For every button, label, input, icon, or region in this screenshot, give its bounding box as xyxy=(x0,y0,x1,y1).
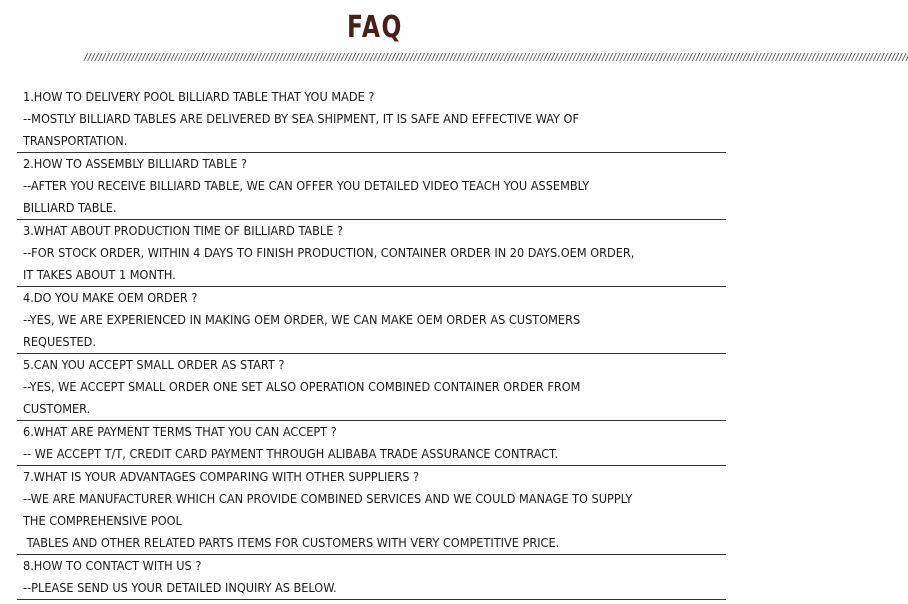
faq-answer-line: --MOSTLY BILLIARD TABLES ARE DELIVERED BY SEA SHIPMENT, IT IS SAFE AND EFFECTIVE WAY OF xyxy=(23,111,579,126)
faq-question: 4.DO YOU MAKE OEM ORDER ? xyxy=(23,290,198,305)
faq-question: 6.WHAT ARE PAYMENT TERMS THAT YOU CAN ACCEPT ? xyxy=(23,424,337,439)
faq-answer-line: -- WE ACCEPT T/T, CREDIT CARD PAYMENT THROUGH ALIBABA TRADE ASSURANCE CONTRACT. xyxy=(23,446,559,461)
faq-item xyxy=(17,354,726,421)
faq-list xyxy=(17,86,726,600)
faq-item xyxy=(17,421,726,466)
faq-item xyxy=(17,86,726,153)
faq-question: 5.CAN YOU ACCEPT SMALL ORDER AS START ? xyxy=(23,357,285,372)
faq-answer-line: --YES, WE ACCEPT SMALL ORDER ONE SET ALSO OPERATION COMBINED CONTAINER ORDER FROM xyxy=(23,379,581,394)
title-divider: //////////////////////////////////////////////////////////////////////////////////////////////////////////////////////////////////////////////////////////////////////////////////////////////////////////////////////////////////// xyxy=(83,52,908,63)
faq-answer-line: CUSTOMER. xyxy=(23,401,91,416)
faq-answer-line: --YES, WE ARE EXPERIENCED IN MAKING OEM ORDER, WE CAN MAKE OEM ORDER AS CUSTOMERS xyxy=(23,312,581,327)
faq-answer-line: TABLES AND OTHER RELATED PARTS ITEMS FOR CUSTOMERS WITH VERY COMPETITIVE PRICE. xyxy=(23,535,560,550)
faq-answer-line: THE COMPREHENSIVE POOL xyxy=(23,513,182,528)
faq-answer-line: --AFTER YOU RECEIVE BILLIARD TABLE, WE CAN OFFER YOU DETAILED VIDEO TEACH YOU ASSEMBLY xyxy=(23,178,590,193)
faq-question: 2.HOW TO ASSEMBLY BILLIARD TABLE ? xyxy=(23,156,248,171)
faq-answer-line: REQUESTED. xyxy=(23,334,96,349)
faq-answer-line: BILLIARD TABLE. xyxy=(23,200,117,215)
faq-item xyxy=(17,220,726,287)
faq-answer-line: --PLEASE SEND US YOUR DETAILED INQUIRY AS BELOW. xyxy=(23,580,337,595)
faq-item xyxy=(17,555,726,600)
faq-answer-line: --WE ARE MANUFACTURER WHICH CAN PROVIDE COMBINED SERVICES AND WE COULD MANAGE TO SUPPLY xyxy=(23,491,633,506)
faq-answer-line: IT TAKES ABOUT 1 MONTH. xyxy=(23,267,176,282)
faq-answer-line: --FOR STOCK ORDER, WITHIN 4 DAYS TO FINISH PRODUCTION, CONTAINER ORDER IN 20 DAYS.OEM ORDER, xyxy=(23,245,635,260)
faq-question: 1.HOW TO DELIVERY POOL BILLIARD TABLE THAT YOU MADE ? xyxy=(23,89,375,104)
faq-question: 7.WHAT IS YOUR ADVANTAGES COMPARING WITH OTHER SUPPLIERS ? xyxy=(23,469,420,484)
faq-question: 3.WHAT ABOUT PRODUCTION TIME OF BILLIARD TABLE ? xyxy=(23,223,344,238)
faq-answer-line: TRANSPORTATION. xyxy=(23,133,128,148)
faq-question: 8.HOW TO CONTACT WITH US ? xyxy=(23,558,202,573)
faq-item xyxy=(17,153,726,220)
faq-item xyxy=(17,287,726,354)
page-title: FAQ xyxy=(347,10,403,45)
faq-item xyxy=(17,466,726,555)
